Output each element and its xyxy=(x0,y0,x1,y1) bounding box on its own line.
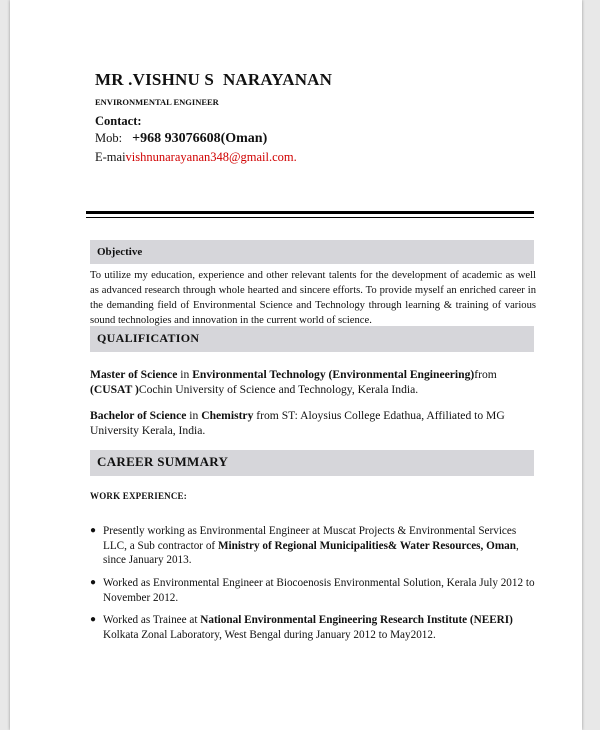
objective-text: To utilize my education, experience and other relevant talents for the development of academic as well as advanced research through whole hearted and sincere efforts. To provide myself an enriched career in the demanding field of Environmental Science and Technology through learning & training of various sound technologies and innovation in the current world of science. xyxy=(90,270,536,326)
text-part: Worked as Trainee at xyxy=(103,614,201,626)
qualification-bachelors xyxy=(90,408,536,438)
list-item-text xyxy=(103,576,536,605)
objective-bar xyxy=(90,240,534,264)
bullet-icon: ● xyxy=(90,614,97,625)
degree-field: Environmental Technology (Environmental Engineering) xyxy=(192,368,475,381)
work-experience-title: WORK EXPERIENCE: xyxy=(90,491,187,501)
institution-abbrev: (CUSAT ) xyxy=(90,383,139,396)
degree-name: Bachelor of Science xyxy=(90,409,187,422)
institution-name: from ST: Aloysius College Edathua, Affiliated to MG University Kerala, India. xyxy=(90,409,505,437)
qualification-title: QUALIFICATION xyxy=(97,331,200,345)
bullet-icon: ● xyxy=(90,525,97,536)
list-item-text xyxy=(103,524,536,568)
resume-page xyxy=(10,0,582,730)
header-divider-thick xyxy=(86,211,534,214)
institution-name: Cochin University of Science and Technology, Kerala India. xyxy=(138,383,419,396)
candidate-role: ENVIRONMENTAL ENGINEER xyxy=(95,97,219,107)
degree-field: Chemistry xyxy=(201,409,254,422)
connector-text: in xyxy=(186,409,202,422)
header-divider-thin xyxy=(86,217,534,218)
email-link[interactable]: vishnunarayanan348@gmail.com. xyxy=(125,150,297,164)
text-bold: Ministry of Regional Municipalities& Water Resources, Oman xyxy=(217,539,516,552)
text-part: Presently working as Environmental Engineer at Muscat Projects & Environmental Services LLC, a Sub contractor of xyxy=(103,525,517,552)
list-item-text xyxy=(103,613,536,642)
text-part: , since January 2013. xyxy=(103,539,519,566)
email-label: E-mai xyxy=(95,150,126,164)
career-title: CAREER SUMMARY xyxy=(97,454,229,469)
bullet-icon: ● xyxy=(90,577,97,588)
qualification-masters xyxy=(90,367,536,397)
email-row xyxy=(95,150,297,165)
degree-name: Master of Science xyxy=(90,368,178,381)
connector-text: from xyxy=(474,368,497,381)
text-part: Worked as Environmental Engineer at Biocoenosis Environmental Solution, Kerala July 2012 to November 2012. xyxy=(103,577,535,604)
mobile-label: Mob: xyxy=(95,131,123,145)
contact-label: Contact: xyxy=(95,114,142,128)
text-part: Kolkata Zonal Laboratory, West Bengal during January 2012 to May2012. xyxy=(103,628,436,641)
candidate-name: MR .VISHNU S NARAYANAN xyxy=(95,70,333,89)
connector-text: in xyxy=(177,368,193,381)
objective-title: Objective xyxy=(97,246,143,258)
mobile-number: +968 93076608(Oman) xyxy=(132,131,268,146)
mobile-row xyxy=(95,131,267,147)
text-bold: National Environmental Engineering Research Institute (NEERI) xyxy=(200,614,513,626)
